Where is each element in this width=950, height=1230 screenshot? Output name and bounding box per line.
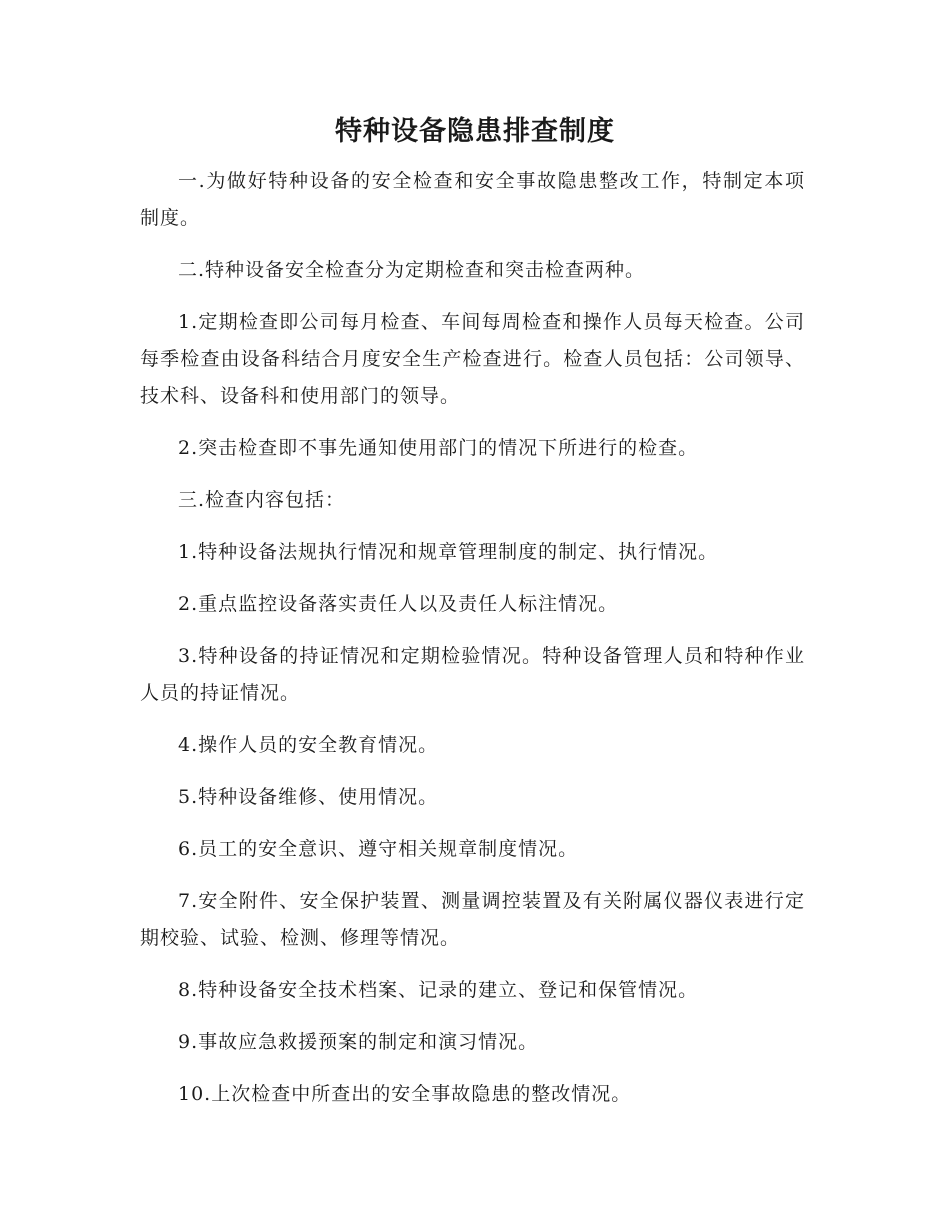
paragraph-surprise-inspection: 2.突击检查即不事先通知使用部门的情况下所进行的检查。 bbox=[178, 437, 699, 459]
list-item: 3.特种设备的持证情况和定期检验情况。特种设备管理人员和特种作业人员的持证情况。 bbox=[140, 645, 805, 704]
list-item: 2.重点监控设备落实责任人以及责任人标注情况。 bbox=[178, 593, 619, 615]
paragraph-regular-inspection: 1.定期检查即公司每月检查、车间每周检查和操作人员每天检查。公司每季检查由设备科结合月度安全生产检查进行。检查人员包括：公司领导、技术科、设备科和使用部门的领导。 bbox=[140, 311, 805, 407]
document-body bbox=[140, 163, 805, 1128]
paragraph-section-two: 二.特种设备安全检查分为定期检查和突击检查两种。 bbox=[178, 259, 646, 281]
list-item: 7.安全附件、安全保护装置、测量调控装置及有关附属仪器仪表进行定期校验、试验、检测、修理等情况。 bbox=[140, 890, 805, 949]
list-item: 5.特种设备维修、使用情况。 bbox=[178, 786, 439, 808]
list-item: 1.特种设备法规执行情况和规章管理制度的制定、执行情况。 bbox=[178, 541, 719, 563]
list-item: 9.事故应急救援预案的制定和演习情况。 bbox=[178, 1031, 539, 1053]
list-item: 6.员工的安全意识、遵守相关规章制度情况。 bbox=[178, 838, 579, 860]
list-item: 4.操作人员的安全教育情况。 bbox=[178, 734, 439, 756]
paragraph-intro: 一.为做好特种设备的安全检查和安全事故隐患整改工作，特制定本项制度。 bbox=[140, 170, 805, 229]
document-title: 特种设备隐患排查制度 bbox=[335, 116, 615, 147]
paragraph-section-three: 三.检查内容包括： bbox=[178, 489, 346, 511]
list-item: 8.特种设备安全技术档案、记录的建立、登记和保管情况。 bbox=[178, 979, 699, 1001]
list-item: 10.上次检查中所查出的安全事故隐患的整改情况。 bbox=[178, 1083, 632, 1105]
